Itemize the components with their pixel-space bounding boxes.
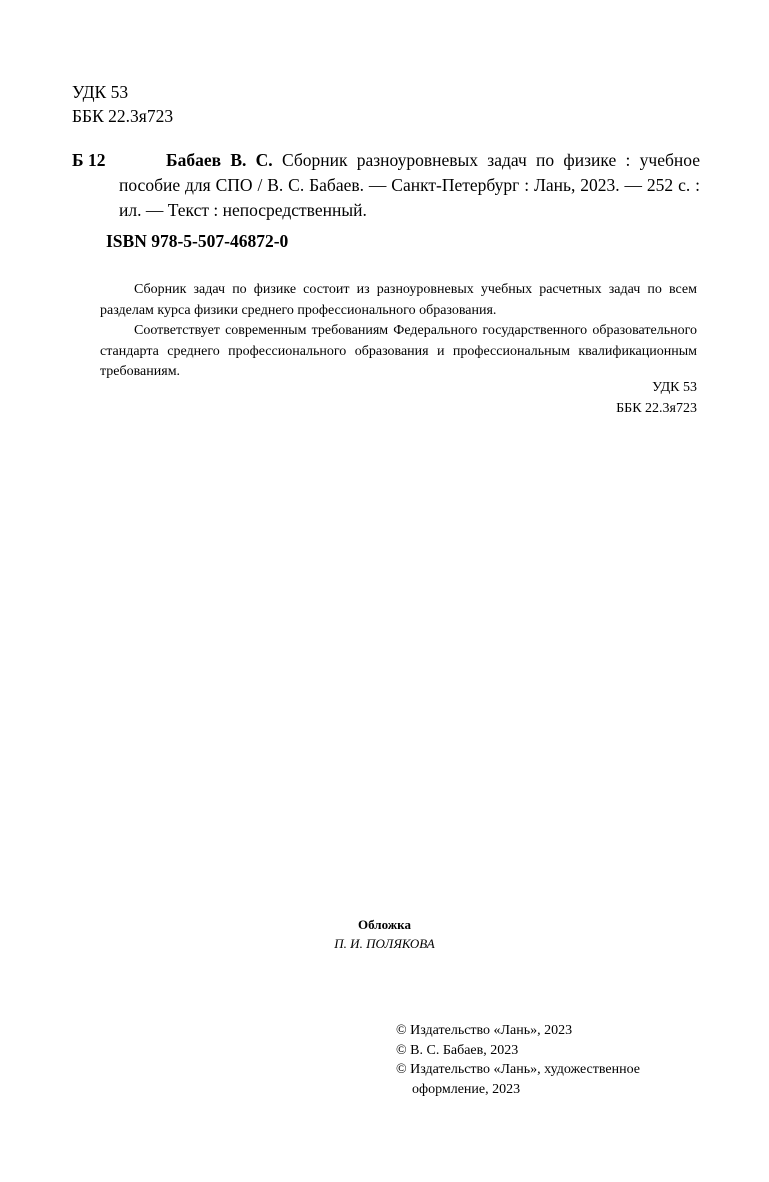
bbk-code: ББК 22.3я723 — [72, 106, 174, 126]
header-classification — [72, 80, 173, 128]
copyright-block — [396, 1021, 640, 1099]
cover-designer: П. И. ПОЛЯКОВА — [334, 936, 435, 951]
udk-code: УДК 53 — [72, 82, 129, 102]
classification-codes — [616, 378, 697, 419]
cover-credit — [0, 915, 769, 953]
cover-label: Обложка — [358, 917, 411, 932]
bibliographic-description-block — [119, 148, 700, 223]
author-name: Бабаев В. С. — [166, 150, 273, 170]
udk-code-secondary: УДК 53 — [652, 380, 697, 395]
copyright-author: © В. С. Бабаев, 2023 — [396, 1042, 519, 1058]
isbn: ISBN 978-5-507-46872-0 — [106, 231, 289, 251]
author-mark: Б 12 — [72, 150, 106, 170]
abstract-paragraph-1: Сборник задач по физике состоит из разноуровневых учебных расчетных задач по всем разделам курса физики среднего профессионального образования. — [100, 282, 697, 318]
bibliographic-entry — [72, 148, 700, 223]
copyright-design-cont: оформление, 2023 — [412, 1081, 521, 1097]
copyright-design: © Издательство «Лань», художественное — [396, 1062, 640, 1077]
abstract — [100, 280, 697, 383]
copyright-publisher: © Издательство «Лань», 2023 — [396, 1023, 573, 1038]
bibliographic-description: Сборник разноуровневых задач по физике : учебное пособие для СПО / В. С. Бабаев. — Санкт-Петербург : Лань, 2023. — 252 с. : ил. — Текст : непосредственный. — [119, 150, 700, 220]
abstract-paragraph-2: Соответствует современным требованиям Федерального государственного образовательного стандарта среднего профессионального образования и профессиональным квалификационным требованиям. — [100, 323, 697, 379]
bbk-code-secondary: ББК 22.3я723 — [616, 400, 697, 416]
